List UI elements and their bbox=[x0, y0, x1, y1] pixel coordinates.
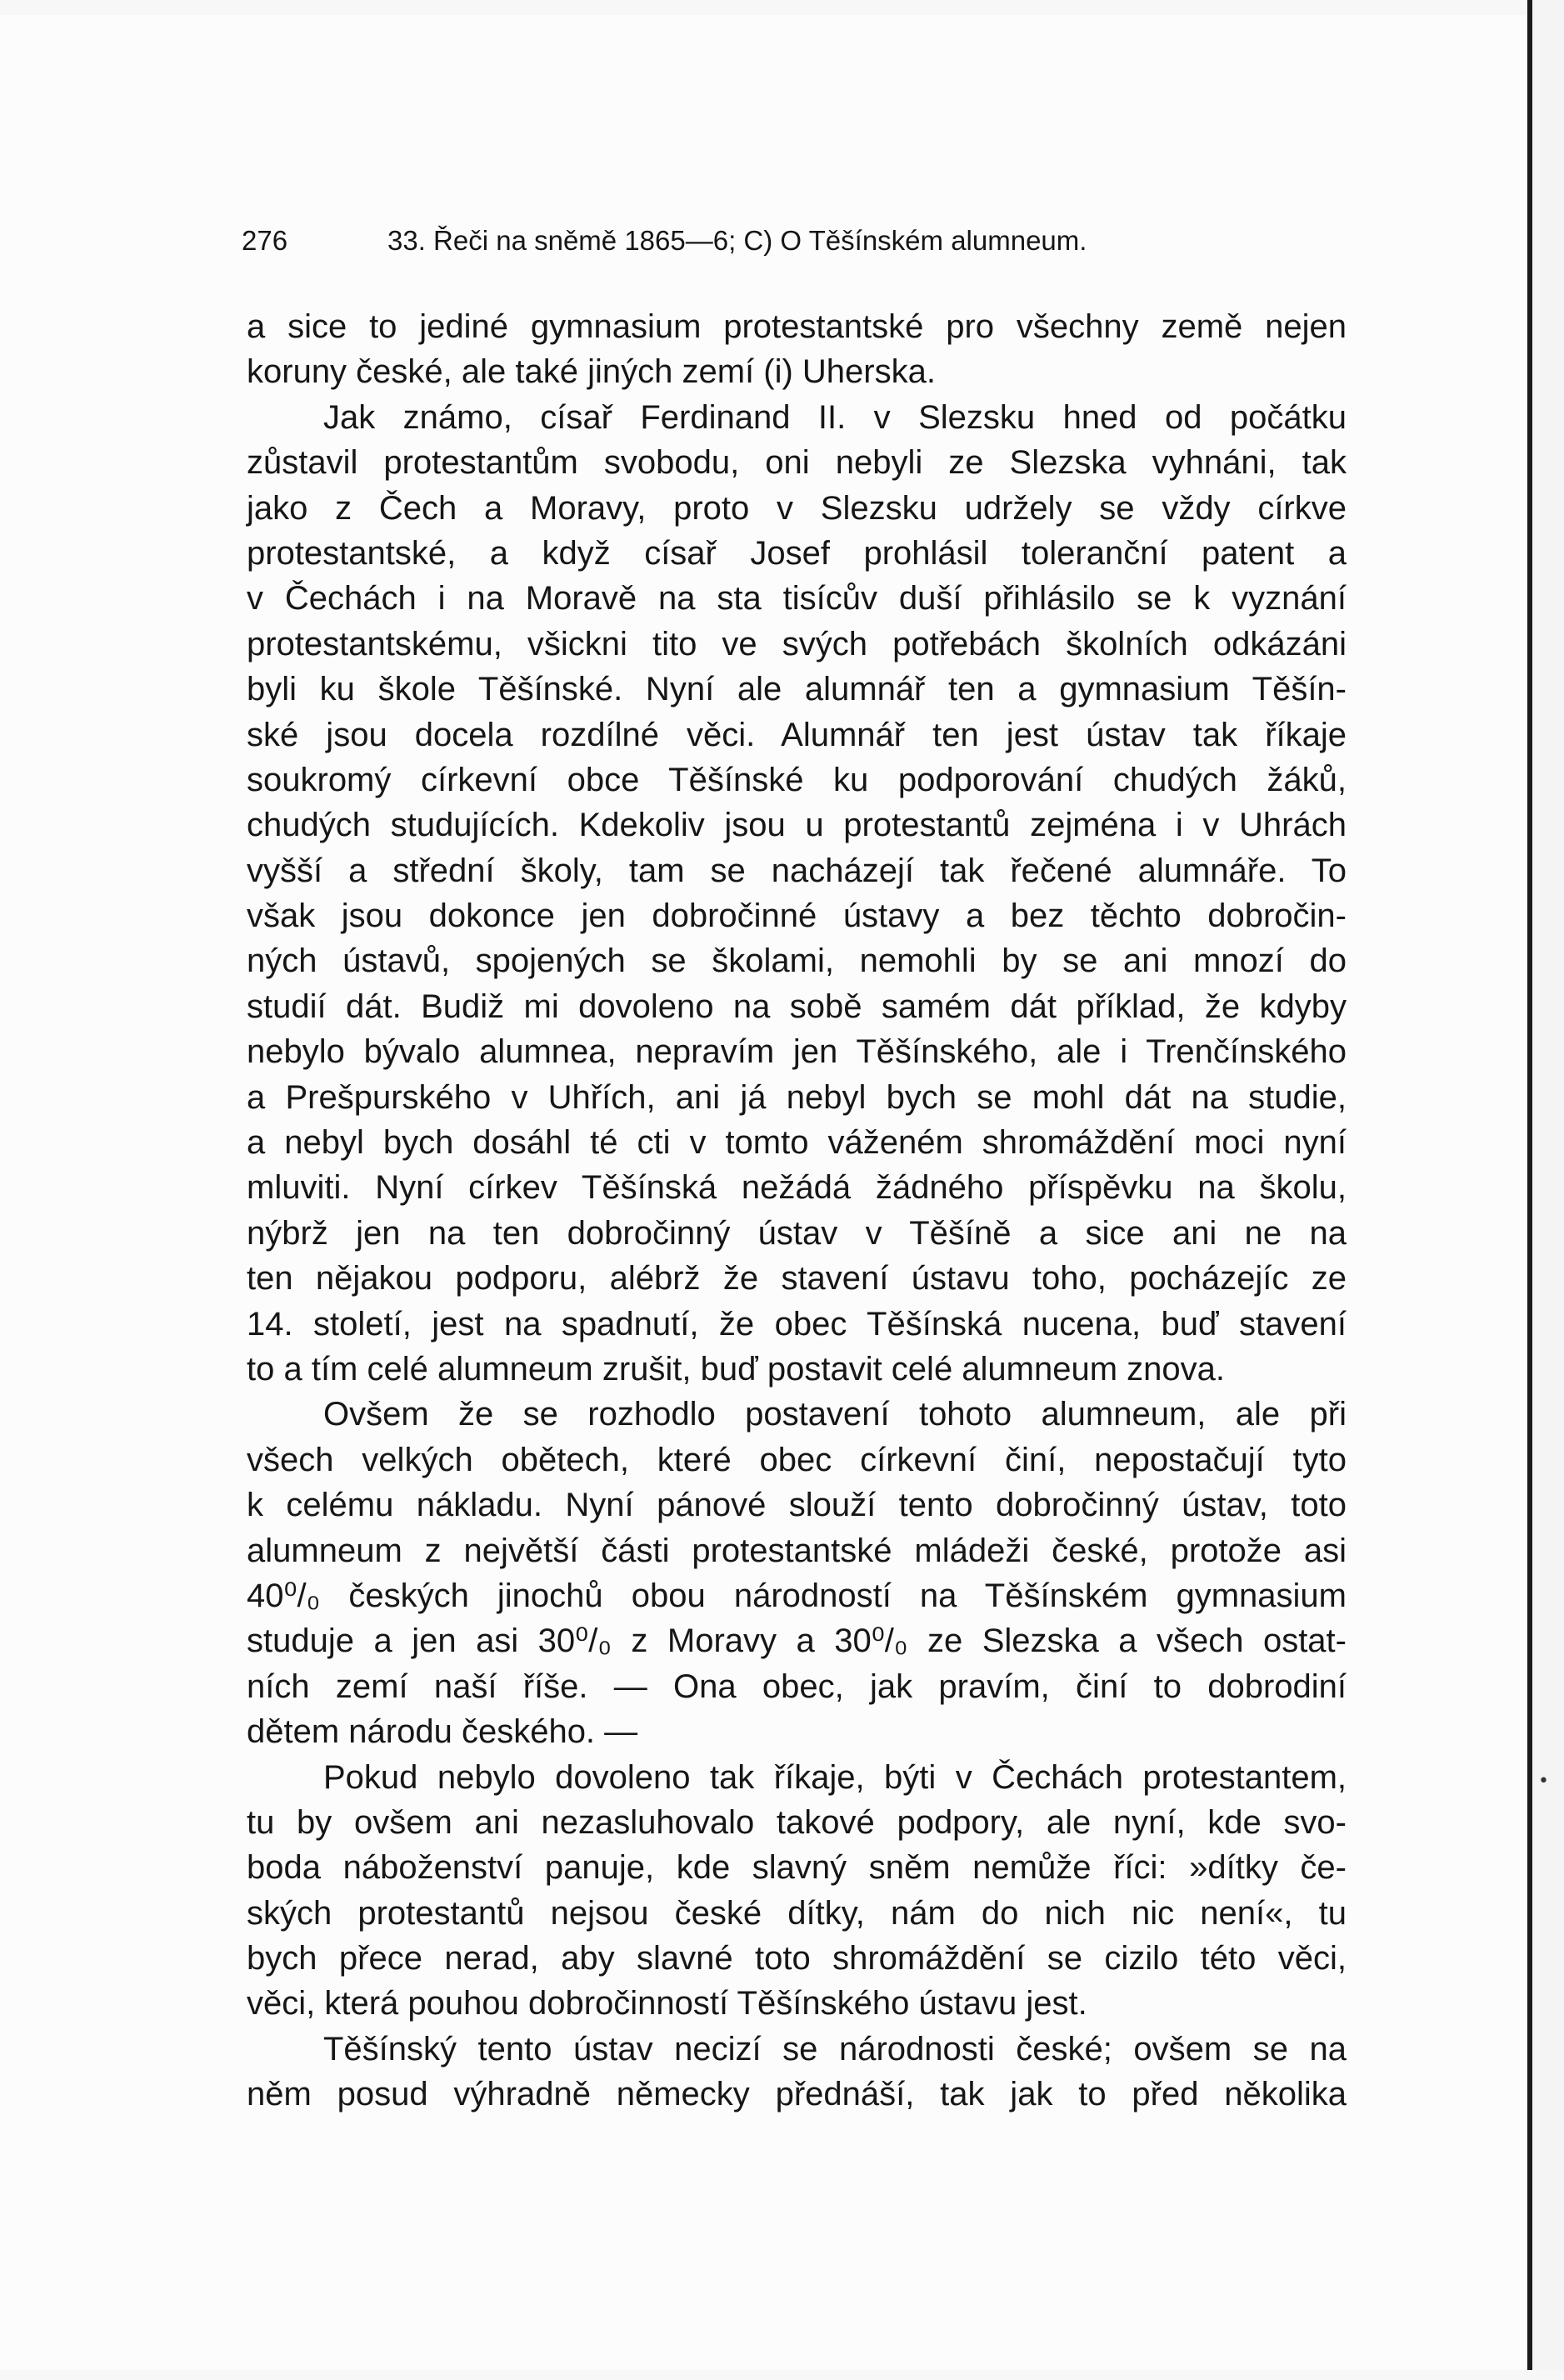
page-bottom-edge bbox=[0, 2370, 1564, 2380]
text-line: 40⁰/₀ českých jinochů obou národností na Těšínském gymnasium bbox=[247, 1577, 1347, 1614]
text-line: ské jsou docela rozdílné věci. Alumnář ten jest ústav tak říkaje bbox=[247, 716, 1347, 753]
text-line: ten nějakou podporu, alébrž že stavení ústavu toho, pocházejíc ze bbox=[247, 1260, 1347, 1298]
text-line: všech velkých obětech, které obec církevní činí, nepostačují tyto bbox=[247, 1441, 1347, 1478]
body-text bbox=[247, 304, 1347, 2118]
text-line: tu by ovšem ani nezasluhovalo takové podpory, ale nyní, kde svo- bbox=[247, 1803, 1347, 1841]
page-top-edge bbox=[0, 0, 1564, 15]
text-line: něm posud výhradně německy přednáší, tak jak to před několika bbox=[247, 2076, 1347, 2113]
text-line: věci, která pouhou dobročinností Těšínského ústavu jest. bbox=[247, 1985, 1087, 2022]
text-line: soukromý církevní obce Těšínské ku podporování chudých žáků, bbox=[247, 761, 1347, 798]
text-line: mluviti. Nyní církev Těšínská nežádá žádného příspěvku na školu, bbox=[247, 1169, 1347, 1207]
text-line: v Čechách i na Moravě na sta tisícův duší přihlásilo se k vyznání bbox=[247, 580, 1347, 618]
text-line: jako z Čech a Moravy, proto v Slezsku udržely se vždy církve bbox=[247, 489, 1347, 527]
text-line: bych přece nerad, aby slavné toto shromáždění se cizilo této věci, bbox=[247, 1940, 1347, 1978]
text-line: alumneum z největší části protestantské mládeži české, protože asi bbox=[247, 1532, 1347, 1569]
text-line: studuje a jen asi 30⁰/₀ z Moravy a 30⁰/₀ ze Slezska a všech ostat- bbox=[247, 1622, 1347, 1660]
text-line: a Prešpurského v Uhřích, ani já nebyl bych se mohl dát na studie, bbox=[247, 1078, 1347, 1116]
text-line: protestantskému, všickni tito ve svých potřebách školních odkázáni bbox=[247, 625, 1347, 662]
text-line: protestantské, a když císař Josef prohlásil toleranční patent a bbox=[247, 534, 1347, 572]
text-line: chudých studujících. Kdekoliv jsou u protestantů zejména i v Uhrách bbox=[247, 807, 1347, 844]
text-line: ských protestantů nejsou české dítky, nám do nich nic není«, tu bbox=[247, 1894, 1347, 1932]
text-line: vyšší a střední školy, tam se nacházejí tak řečené alumnáře. To bbox=[247, 852, 1347, 889]
text-line: byli ku škole Těšínské. Nyní ale alumnář ten a gymnasium Těšín- bbox=[247, 671, 1347, 708]
margin-mark: • bbox=[1538, 1771, 1549, 1792]
text-line: nebylo bývalo alumnea, nepravím jen Těšínského, ale i Trenčínského bbox=[247, 1033, 1347, 1071]
text-line: k celému nákladu. Nyní pánové slouží tento dobročinný ústav, toto bbox=[247, 1487, 1347, 1524]
running-title: 33. Řeči na sněmě 1865—6; C) O Těšínském alumneum. bbox=[387, 225, 1087, 256]
text-line: koruny české, ale také jiných zemí (i) Uherska. bbox=[247, 353, 936, 391]
text-line: zůstavil protestantům svobodu, oni nebyli ze Slezska vyhnáni, tak bbox=[247, 444, 1347, 482]
text-line: a sice to jediné gymnasium protestantské pro všechny země nejen bbox=[247, 308, 1347, 345]
text-line: 14. století, jest na spadnutí, že obec Těšínská nucena, buď stavení bbox=[247, 1305, 1347, 1342]
text-line: ných ústavů, spojených se školami, nemohli by se ani mnozí do bbox=[247, 942, 1347, 980]
paragraph-start-line: Těšínský tento ústav necizí se národnosti české; ovšem se na bbox=[323, 2030, 1347, 2068]
text-line: to a tím celé alumneum zrušit, buď postavit celé alumneum znova. bbox=[247, 1350, 1226, 1388]
page-right-edge bbox=[1527, 0, 1564, 2380]
text-line: a nebyl bych dosáhl té cti v tomto váženém shromáždění moci nyní bbox=[247, 1124, 1347, 1162]
text-line: dětem národu českého. — bbox=[247, 1713, 638, 1751]
text-line: studií dát. Budiž mi dovoleno na sobě samém dát příklad, že kdyby bbox=[247, 988, 1347, 1025]
text-line: ních zemí naší říše. — Ona obec, jak pravím, činí to dobrodiní bbox=[247, 1668, 1347, 1705]
paragraph-start-line: Ovšem že se rozhodlo postavení tohoto alumneum, ale při bbox=[323, 1396, 1347, 1433]
text-line: však jsou dokonce jen dobročinné ústavy a bez těchto dobročin- bbox=[247, 898, 1347, 935]
paragraph-start-line: Pokud nebylo dovoleno tak říkaje, býti v Čechách protestantem, bbox=[323, 1758, 1347, 1796]
text-line: boda náboženství panuje, kde slavný sněm nemůže říci: »dítky če- bbox=[247, 1849, 1347, 1887]
text-line: nýbrž jen na ten dobročinný ústav v Těšíně a sice ani ne na bbox=[247, 1214, 1347, 1252]
paragraph-start-line: Jak známo, císař Ferdinand II. v Slezsku hned od počátku bbox=[323, 398, 1347, 436]
page-number: 276 bbox=[242, 225, 288, 256]
